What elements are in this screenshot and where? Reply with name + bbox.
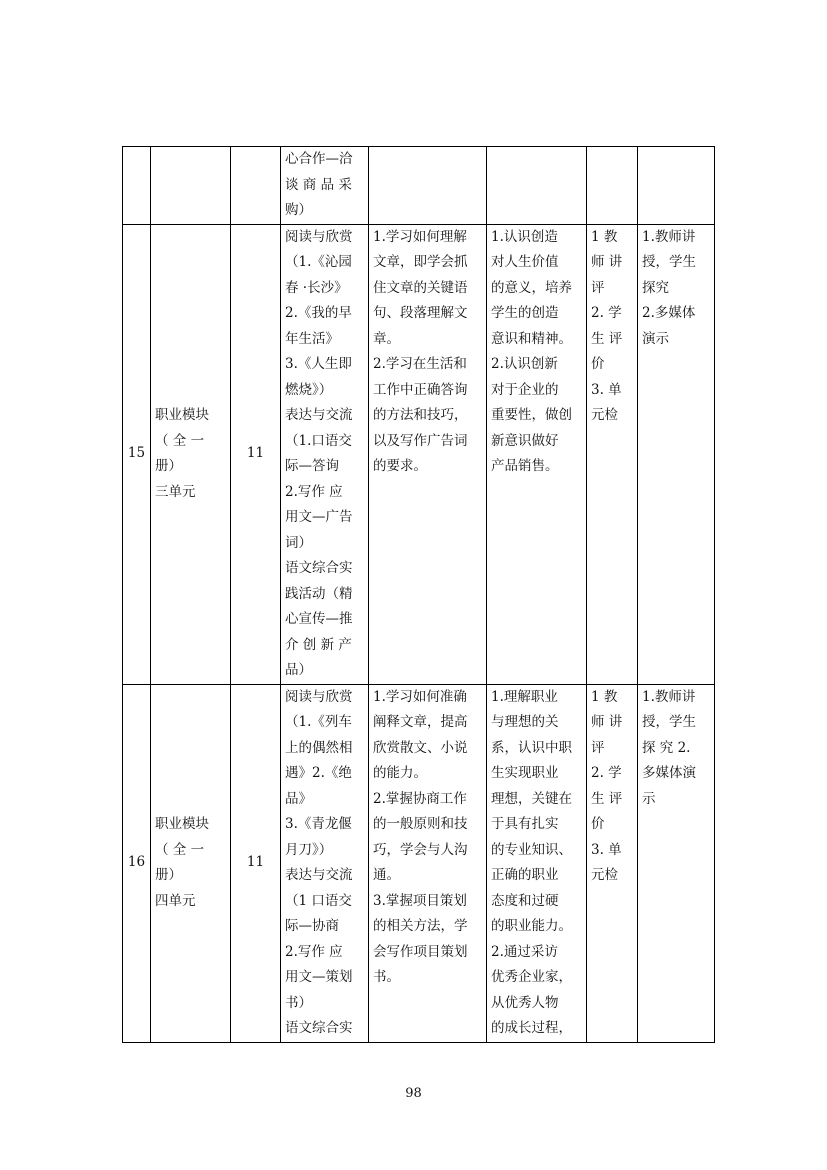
cell-line: 2. 学	[591, 305, 622, 321]
cell-line: 品》	[285, 790, 312, 807]
cell-line: 册）	[155, 458, 182, 474]
cell-line: 新意识做好	[491, 432, 559, 449]
cell-line: 3.掌握项目策划	[373, 892, 467, 909]
cell-line: 1 教	[591, 228, 618, 245]
cell-line: 1.理解职业	[491, 688, 558, 705]
method-cell	[638, 224, 715, 684]
cell-line: 阅读与欣赏	[285, 688, 353, 705]
number-cell: 15	[123, 224, 151, 684]
cell-line: 文章，即学会抓	[373, 254, 468, 270]
cell-line: 重要性，做创	[491, 407, 572, 423]
cell-line: （1.口语交	[285, 432, 352, 449]
cell-line: 从优秀人物	[491, 994, 559, 1011]
cell-line: （1 口语交	[285, 892, 352, 909]
cell-line: 多媒体演	[642, 765, 696, 781]
cell-line: 对于企业的	[491, 381, 559, 398]
cell-line: 系，认识中职	[491, 739, 572, 756]
cell-line: 优秀企业家，	[491, 969, 572, 985]
cell-line: 谈 商 品 采	[285, 176, 352, 193]
cell-line: 职业模块	[155, 407, 209, 423]
cell-line: 际—答询	[285, 458, 339, 474]
cell-line: 意识和精神。	[491, 330, 572, 347]
cell-line: 授，学生	[642, 254, 696, 270]
cell-line: 2.认识创新	[491, 356, 558, 372]
cell-line: 心合作—洽	[285, 151, 353, 167]
cell-line: （ 全 一	[155, 841, 205, 858]
cell-line: 3.《青龙偃	[285, 816, 352, 832]
cell-line: 欣赏散文、小说	[373, 739, 468, 756]
module-cell	[151, 224, 231, 684]
number-cell: 16	[123, 684, 151, 1042]
cell-line: 授，学生	[642, 714, 696, 730]
cell-line: 2.学习在生活和	[373, 356, 467, 372]
cell-line: 年生活》	[285, 330, 339, 347]
number-cell	[123, 147, 151, 225]
cell-line: 元检	[591, 407, 618, 423]
cell-line: 生 评	[591, 330, 623, 347]
hours-cell: 11	[231, 684, 281, 1042]
cell-line: 巧，学会与人沟	[373, 841, 468, 858]
cell-line: 词）	[285, 534, 312, 551]
cell-line: 品）	[285, 662, 312, 678]
cell-line: 探 究 2.	[642, 739, 691, 756]
cell-line: 的能力。	[373, 765, 427, 781]
goal-knowledge-cell	[369, 224, 487, 684]
cell-line: 2.多媒体	[642, 305, 696, 321]
evaluation-cell	[587, 147, 638, 225]
cell-line: （ 全 一	[155, 432, 205, 449]
cell-line: 于具有扎实	[491, 816, 559, 832]
evaluation-cell	[587, 224, 638, 684]
cell-line: 生 评	[591, 790, 623, 807]
cell-line: 职业模块	[155, 816, 209, 832]
cell-line: 燃烧》）	[285, 381, 333, 398]
cell-line: 住文章的关键语	[373, 279, 468, 296]
cell-line: 1 教	[591, 688, 618, 705]
cell-line: 月刀》）	[285, 841, 333, 858]
cell-line: 的相关方法，学	[373, 918, 468, 934]
cell-line: 上的偶然相	[285, 739, 353, 756]
cell-line: 2.《我的早	[285, 305, 352, 321]
module-cell	[151, 684, 231, 1042]
cell-line: 产品销售。	[491, 458, 559, 474]
cell-line: 践活动（精	[285, 585, 353, 602]
cell-line: 生实现职业	[491, 765, 559, 781]
cell-line: 的专业知识、	[491, 841, 572, 858]
cell-line: 2.掌握协商工作	[373, 790, 467, 807]
module-cell	[151, 147, 231, 225]
cell-line: 三单元	[155, 483, 196, 500]
cell-line: 句、段落理解文	[373, 305, 468, 321]
cell-line: 元检	[591, 867, 618, 883]
cell-line: 评	[591, 279, 605, 296]
cell-line: 评	[591, 739, 605, 756]
cell-line: 心宣传—推	[285, 611, 353, 627]
cell-line: 四单元	[155, 892, 196, 909]
cell-line: 的成长过程，	[491, 1020, 572, 1036]
cell-line: 表达与交流	[285, 407, 353, 423]
cell-line: 的一般原则和技	[373, 816, 468, 832]
cell-line: 语文综合实	[285, 560, 353, 576]
table-row	[123, 224, 715, 684]
content-cell	[281, 224, 369, 684]
curriculum-table	[122, 146, 715, 1043]
cell-line: 以及写作广告词	[373, 432, 468, 449]
cell-line: 阅读与欣赏	[285, 228, 353, 245]
cell-line: 2. 学	[591, 765, 622, 781]
cell-line: 书）	[285, 994, 312, 1011]
content-cell	[281, 684, 369, 1042]
evaluation-cell	[587, 684, 638, 1042]
cell-line: 际—协商	[285, 918, 339, 934]
cell-line: 春 ·长沙》	[285, 279, 348, 296]
cell-line: 与理想的关	[491, 714, 559, 730]
cell-line: 师 讲	[591, 254, 623, 270]
cell-line: 学生的创造	[491, 305, 559, 321]
cell-line: 1.教师讲	[642, 688, 696, 705]
goal-quality-cell	[487, 684, 587, 1042]
method-cell	[638, 147, 715, 225]
cell-line: 语文综合实	[285, 1020, 353, 1036]
table-row	[123, 684, 715, 1042]
cell-line: 通。	[373, 867, 400, 883]
goal-knowledge-cell	[369, 147, 487, 225]
cell-line: 正确的职业	[491, 867, 559, 883]
cell-line: 3. 单	[591, 381, 622, 398]
cell-line: 师 讲	[591, 714, 623, 730]
cell-line: 用文—策划	[285, 969, 353, 985]
cell-line: 3.《人生即	[285, 356, 352, 372]
cell-line: 购）	[285, 202, 312, 218]
cell-line: 遇》2.《绝	[285, 765, 352, 781]
goal-quality-cell	[487, 147, 587, 225]
cell-line: 的要求。	[373, 458, 427, 474]
cell-line: 1.认识创造	[491, 228, 558, 245]
cell-line: 2.通过采访	[491, 943, 558, 960]
cell-line: 章。	[373, 330, 400, 347]
method-cell	[638, 684, 715, 1042]
cell-line: 表达与交流	[285, 867, 353, 883]
cell-line: 价	[591, 816, 605, 832]
goal-knowledge-cell	[369, 684, 487, 1042]
cell-line: 对人生价值	[491, 254, 559, 270]
cell-line: 示	[642, 790, 656, 807]
cell-line: 2.写作 应	[285, 483, 343, 500]
cell-line: 会写作项目策划	[373, 943, 468, 960]
cell-line: 探究	[642, 279, 669, 296]
cell-line: 工作中正确答询	[373, 381, 468, 398]
cell-line: （1.《沁园	[285, 254, 352, 270]
cell-line: 册）	[155, 867, 182, 883]
cell-line: 的职业能力。	[491, 918, 572, 934]
cell-line: 理想，关键在	[491, 790, 572, 807]
cell-line: 介 创 新 产	[285, 636, 352, 653]
goal-quality-cell	[487, 224, 587, 684]
cell-line: 书。	[373, 969, 400, 985]
cell-line: 阐释文章，提高	[373, 714, 468, 730]
hours-cell: 11	[231, 224, 281, 684]
cell-line: 1.学习如何准确	[373, 688, 467, 705]
hours-cell	[231, 147, 281, 225]
cell-line: 价	[591, 356, 605, 372]
cell-line: 用文—广告	[285, 509, 353, 525]
cell-line: 3. 单	[591, 841, 622, 858]
table-row	[123, 147, 715, 225]
page-number: 98	[405, 1086, 422, 1101]
cell-line: 1.教师讲	[642, 228, 696, 245]
cell-line: 1.学习如何理解	[373, 228, 467, 245]
cell-line: 的方法和技巧，	[373, 407, 468, 423]
cell-line: （1.《列车	[285, 714, 352, 730]
content-cell	[281, 147, 369, 225]
cell-line: 态度和过硬	[491, 892, 559, 909]
cell-line: 2.写作 应	[285, 943, 343, 960]
cell-line: 演示	[642, 330, 669, 347]
cell-line: 的意义，培养	[491, 279, 572, 296]
